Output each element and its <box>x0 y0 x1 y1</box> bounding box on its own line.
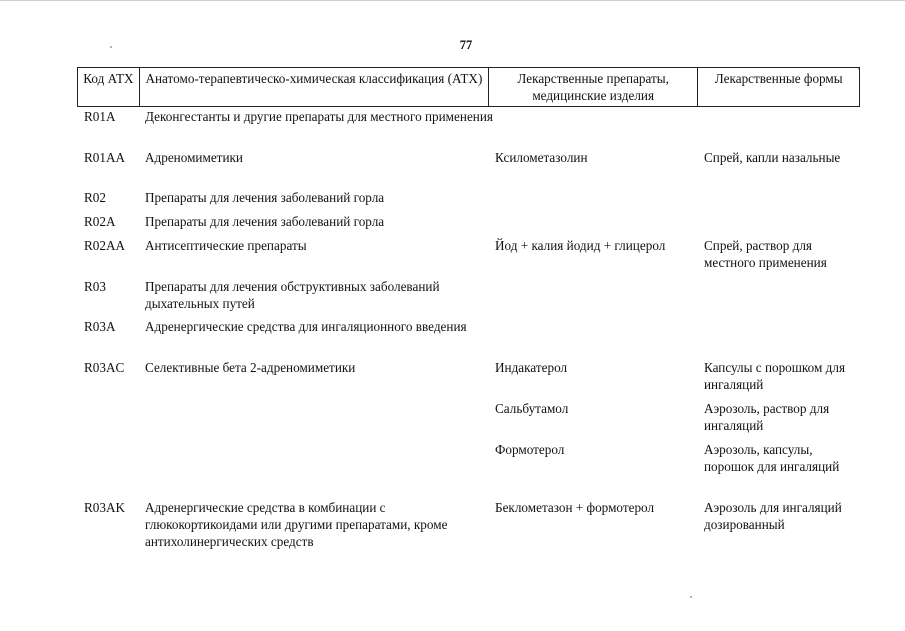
cell-drug: Формотерол <box>495 442 565 457</box>
cell-code: R02A <box>84 214 116 229</box>
cell-drug: Ксилометазолин <box>495 150 588 165</box>
cell-form <box>704 108 854 149</box>
cell-classification: Адренергические средства в комбинации с глюкокортикоидами или другими препаратами, кроме антихолинергических средств <box>145 500 448 549</box>
cell-form <box>704 318 854 359</box>
table-row <box>84 237 860 278</box>
cell-form: Аэрозоль, капсулы, порошок для ингаляций <box>704 442 840 474</box>
cell-drug: Сальбутамол <box>495 401 569 416</box>
cell-code <box>84 400 145 441</box>
cell-drug <box>495 278 704 318</box>
cell-form: Спрей, раствор для местного применения <box>704 238 827 270</box>
cell-form <box>704 278 854 318</box>
table-row <box>84 213 860 237</box>
cell-classification: Адренергические средства для ингаляционного введения <box>145 319 467 334</box>
table-header <box>77 67 860 107</box>
table-body <box>84 108 860 557</box>
cell-drug: Беклометазон + формотерол <box>495 500 655 515</box>
table-row <box>84 441 860 499</box>
header-forms: Лекарственные формы <box>714 71 843 86</box>
cell-code: R02 <box>84 190 106 205</box>
cell-drug <box>495 108 704 149</box>
table-row <box>84 318 860 359</box>
page-number: 77 <box>459 38 473 52</box>
cell-form: Аэрозоль, раствор для ингаляций <box>704 401 830 433</box>
cell-code <box>84 441 145 499</box>
cell-form: Капсулы с порошком для ингаляций <box>704 360 846 392</box>
header-classification: Анатомо-терапевтическо-химическая классификация (АТХ) <box>140 68 489 106</box>
table-row <box>84 278 860 318</box>
cell-classification <box>145 441 495 499</box>
scan-top-edge <box>0 0 905 1</box>
cell-form <box>704 213 854 237</box>
cell-code: R03 <box>84 279 106 294</box>
cell-drug <box>495 318 704 359</box>
table-row <box>84 359 860 400</box>
cell-code: R01A <box>84 109 116 124</box>
cell-form <box>704 189 854 213</box>
table-row <box>84 499 860 557</box>
cell-form: Спрей, капли назальные <box>704 150 841 165</box>
cell-classification: Селективные бета 2-адреномиметики <box>145 360 356 375</box>
cell-code: R03AK <box>84 500 126 515</box>
table-row <box>84 400 860 441</box>
cell-code: R01AA <box>84 150 126 165</box>
cell-classification: Антисептические препараты <box>145 238 307 253</box>
table-row <box>84 108 860 149</box>
cell-drug <box>495 213 704 237</box>
cell-code: R03A <box>84 319 116 334</box>
cell-classification: Препараты для лечения заболеваний горла <box>145 214 385 229</box>
scan-speck <box>690 596 692 598</box>
header-code: Код АТХ <box>78 68 140 106</box>
cell-code: R02AA <box>84 238 126 253</box>
cell-form: Аэрозоль для ингаляций дозированный <box>704 500 842 532</box>
cell-code: R03AC <box>84 360 125 375</box>
table-row <box>84 189 860 213</box>
table-row <box>84 149 860 189</box>
cell-drug <box>495 189 704 213</box>
cell-drug: Йод + калия йодид + глицерол <box>495 238 666 253</box>
header-drugs: Лекарственные препараты, медицинские изделия <box>489 68 698 106</box>
cell-classification <box>145 400 495 441</box>
cell-drug: Индакатерол <box>495 360 568 375</box>
cell-classification: Препараты для лечения обструктивных заболеваний дыхательных путей <box>145 279 440 311</box>
cell-classification: Препараты для лечения заболеваний горла <box>145 190 385 205</box>
cell-classification: Деконгестанты и другие препараты для местного применения <box>145 109 493 124</box>
cell-classification: Адреномиметики <box>145 150 243 165</box>
